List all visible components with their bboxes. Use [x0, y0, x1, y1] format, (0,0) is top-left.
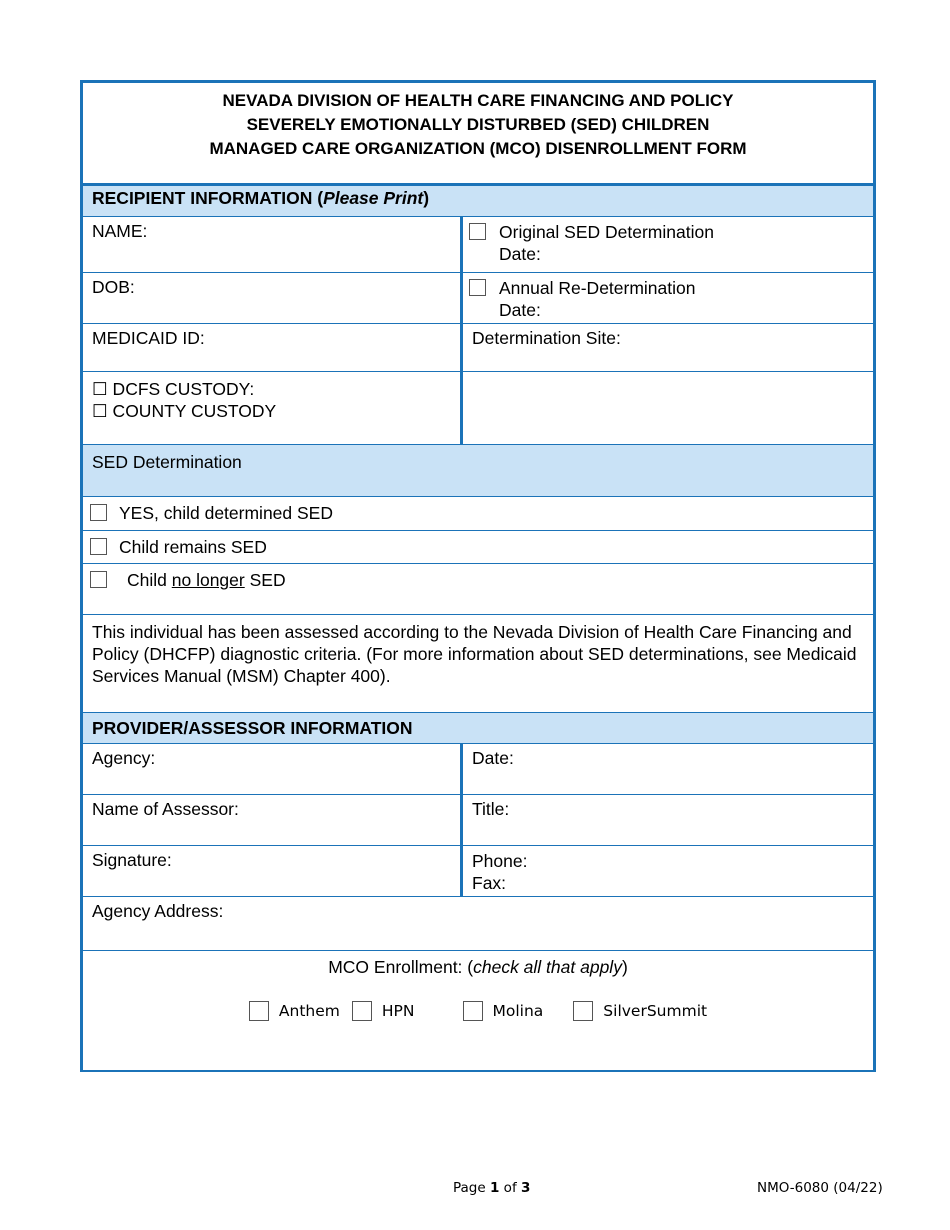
assessor-name-label: Name of Assessor:: [92, 799, 239, 819]
sed-yes-checkbox[interactable]: [90, 504, 107, 521]
assessor-name-field[interactable]: [83, 795, 463, 845]
sed-no-longer-row: [83, 564, 873, 615]
signature-label: Signature:: [92, 850, 172, 870]
mco-option-silversummit[interactable]: [573, 1001, 707, 1021]
page-mid: of: [499, 1180, 521, 1196]
sed-title-text: SED Determination: [92, 452, 242, 472]
recipient-section-title: [83, 186, 873, 217]
recipient-title-italic: Please Print: [323, 188, 424, 208]
sed-remains-row: [83, 531, 873, 564]
dcfs-custody-option[interactable]: ☐ DCFS CUSTODY:: [92, 379, 255, 399]
sed-no-longer-checkbox[interactable]: [90, 571, 107, 588]
header-line-2: SEVERELY EMOTIONALLY DISTURBED (SED) CHILDREN: [246, 115, 710, 134]
hpn-label: HPN: [381, 1002, 415, 1020]
recipient-title-text: RECIPIENT INFORMATION (: [92, 188, 324, 208]
row-agency: [83, 744, 873, 795]
sed-no-longer-post: SED: [244, 570, 286, 590]
medicaid-id-label: MEDICAID ID:: [92, 328, 205, 348]
mco-title-pre: MCO Enrollment: (: [328, 957, 474, 977]
signature-field[interactable]: [83, 846, 463, 896]
mco-option-hpn[interactable]: [352, 1001, 415, 1021]
phone-fax-cell: [463, 846, 873, 896]
sed-no-longer-underlined: no longer: [171, 570, 245, 590]
header-line-1: NEVADA DIVISION OF HEALTH CARE FINANCING AND POLICY: [222, 91, 734, 110]
sed-no-longer-pre: Child: [127, 570, 172, 590]
row-medicaid: [83, 324, 873, 372]
agency-address-label: Agency Address:: [92, 901, 224, 921]
row-custody: [83, 372, 873, 445]
anthem-label: Anthem: [278, 1002, 340, 1020]
silversummit-label: SilverSummit: [603, 1002, 708, 1020]
sed-yes-row: [83, 497, 873, 531]
annual-redetermination-checkbox[interactable]: [469, 279, 486, 296]
mco-enrollment-section: [83, 951, 873, 1021]
name-label: NAME:: [92, 221, 148, 241]
mco-options: [83, 1001, 873, 1021]
annual-date-label: Date:: [499, 300, 541, 320]
agency-address-field[interactable]: [83, 897, 873, 951]
assessment-statement: This individual has been assessed according to the Nevada Division of Health Care Financing and Policy (DHCFP) diagnostic criteria. (For more information about SED determinations, see Medicaid Services Manual (MSM) Chapter 400).: [83, 615, 873, 713]
medicaid-id-field[interactable]: [83, 324, 463, 371]
anthem-checkbox[interactable]: [249, 1001, 269, 1021]
silversummit-checkbox[interactable]: [573, 1001, 593, 1021]
annual-label: Annual Re-Determination: [499, 278, 696, 298]
mco-option-molina[interactable]: [463, 1001, 544, 1021]
mco-title-italic: check all that apply: [473, 957, 622, 977]
original-date-label: Date:: [499, 244, 541, 264]
original-sed-checkbox[interactable]: [469, 223, 486, 240]
row-signature: [83, 846, 873, 897]
sed-remains-checkbox[interactable]: [90, 538, 107, 555]
custody-blank-cell: [463, 372, 873, 444]
page-number: [453, 1180, 530, 1196]
sed-section-title: [83, 445, 873, 497]
determination-site-field[interactable]: [463, 324, 873, 371]
page-current: 1: [489, 1180, 500, 1196]
provider-section-title: [83, 713, 873, 744]
date-field[interactable]: [463, 744, 873, 794]
agency-label: Agency:: [92, 748, 156, 768]
form-code: NMO-6080 (04/22): [757, 1180, 883, 1196]
row-dob: [83, 273, 873, 324]
molina-checkbox[interactable]: [463, 1001, 483, 1021]
fax-label[interactable]: Fax:: [472, 873, 507, 893]
dob-field[interactable]: [83, 273, 463, 323]
disenrollment-form: [80, 80, 876, 1072]
sed-remains-label: Child remains SED: [119, 537, 267, 557]
header-line-3: MANAGED CARE ORGANIZATION (MCO) DISENROLLMENT FORM: [209, 139, 747, 158]
molina-label: Molina: [492, 1002, 544, 1020]
custody-cell: [83, 372, 463, 444]
form-header: [83, 83, 873, 186]
name-field[interactable]: [83, 217, 463, 272]
title-label: Title:: [472, 799, 510, 819]
determination-site-label: Determination Site:: [472, 328, 621, 348]
county-custody-option[interactable]: ☐ COUNTY CUSTODY: [92, 401, 277, 421]
original-sed-cell: [463, 217, 873, 272]
agency-field[interactable]: [83, 744, 463, 794]
provider-title-text: PROVIDER/ASSESSOR INFORMATION: [92, 718, 413, 738]
mco-option-anthem[interactable]: [249, 1001, 340, 1021]
recipient-title-end: ): [423, 188, 430, 208]
page-total: 3: [521, 1180, 531, 1196]
date-label: Date:: [472, 748, 514, 768]
page-pre: Page: [453, 1180, 490, 1196]
row-name: [83, 217, 873, 273]
dob-label: DOB:: [92, 277, 135, 297]
sed-yes-label: YES, child determined SED: [119, 503, 333, 523]
mco-title-post: ): [621, 957, 628, 977]
annual-redetermination-cell: [463, 273, 873, 323]
mco-enrollment-title: [83, 955, 873, 979]
row-assessor: [83, 795, 873, 846]
title-field[interactable]: [463, 795, 873, 845]
phone-label[interactable]: Phone:: [472, 851, 528, 871]
original-sed-label: Original SED Determination: [499, 222, 714, 242]
hpn-checkbox[interactable]: [352, 1001, 372, 1021]
